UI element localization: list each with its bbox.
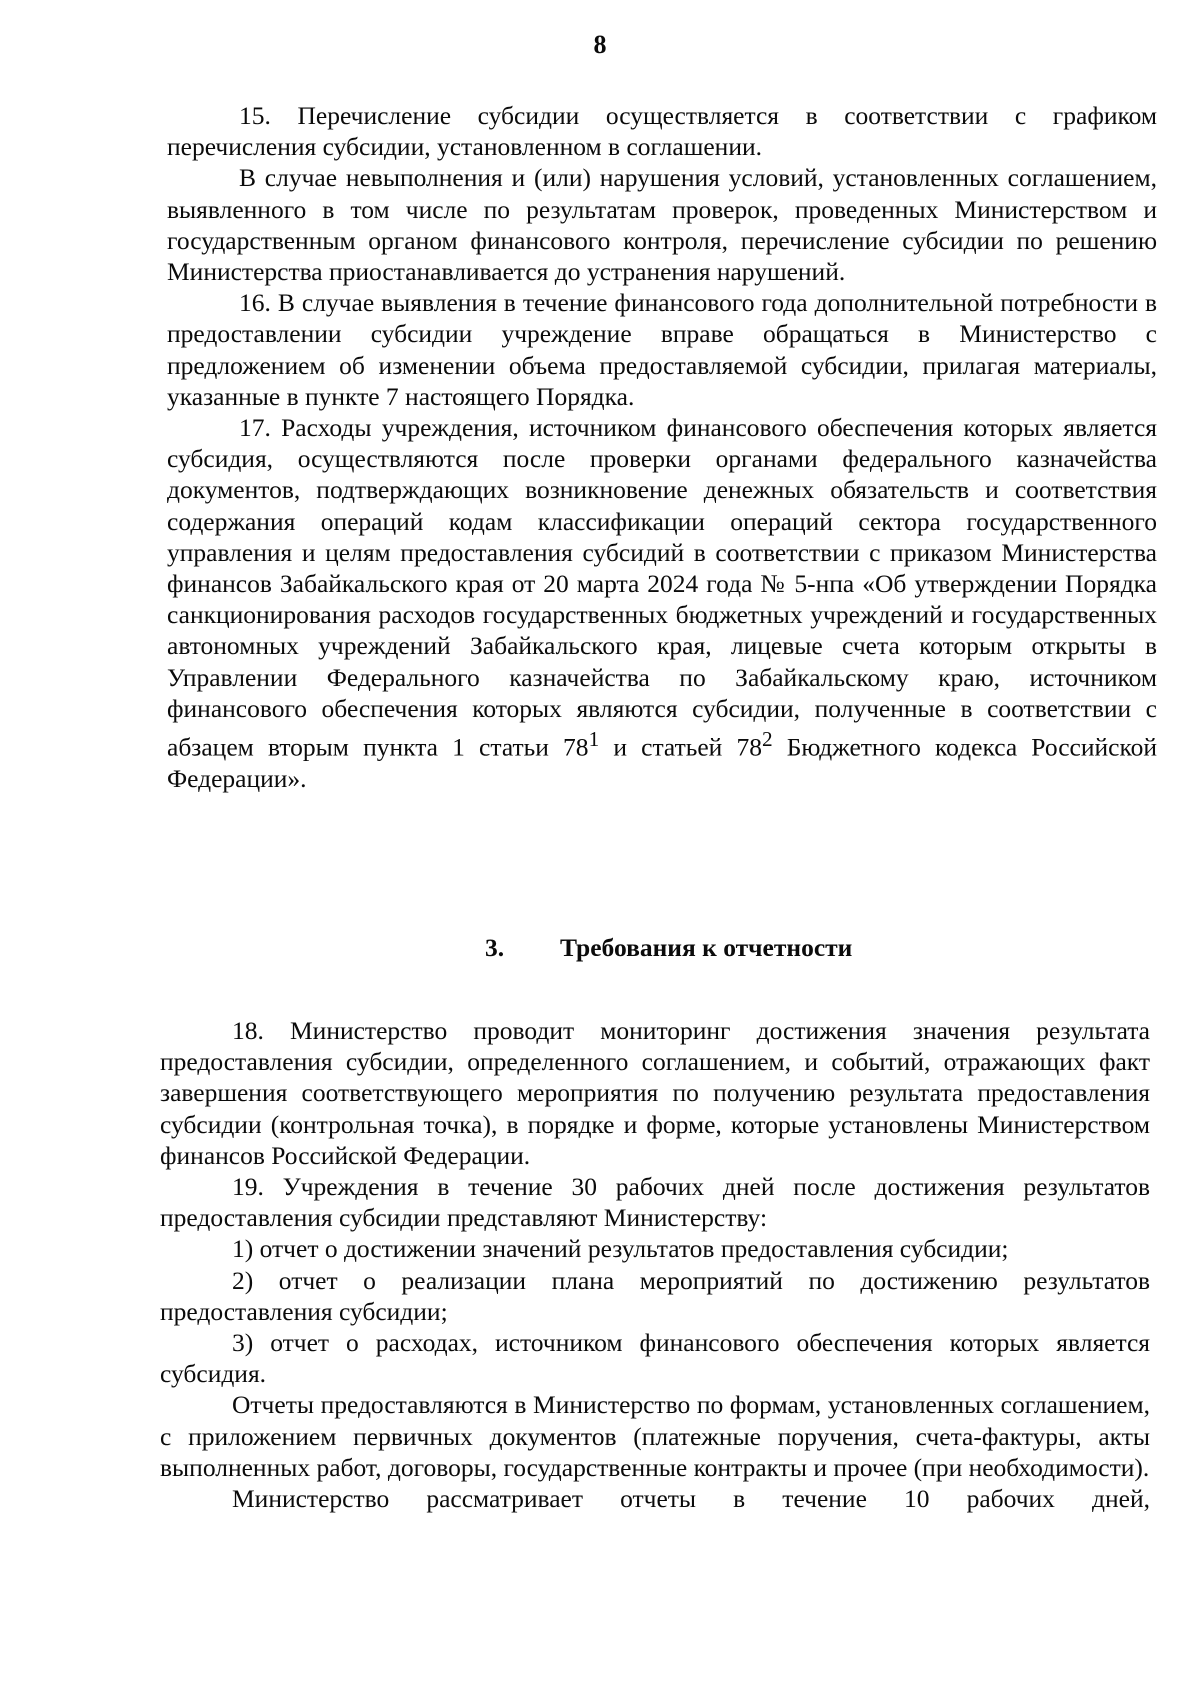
paragraph-17-text-mid: и статьей 78 [599, 732, 762, 762]
list-item-3: 3) отчет о расходах, источником финансового обеспечения которых является субсидия. [160, 1328, 1150, 1389]
paragraph-15-continuation: В случае невыполнения и (или) нарушения условий, установленных соглашением, выявленного в том числе по результатам проверок, проведенных Министерством и государственным органом финансового контроля, перечисление субсидии по решению Министерства приостанавливается до устранения нарушений. [167, 163, 1157, 287]
paragraph-17 [167, 412, 1157, 794]
paragraph-reports: Отчеты предоставляются в Министерство по формам, установленных соглашением, с приложением первичных документов (платежные поручения, счета-фактуры, акты выполненных работ, договоры, государственные контракты и прочее (при необходимости). [160, 1390, 1150, 1482]
section-number: 3. [485, 933, 505, 962]
paragraph-17-text-end: Бюджетного кодекса Российской Федерации». [167, 732, 1157, 793]
paragraph-15: 15. Перечисление субсидии осуществляется в соответствии с графиком перечисления субсидии, установленном в соглашении. [167, 101, 1157, 162]
section-heading [0, 933, 1200, 973]
paragraph-19: 19. Учреждения в течение 30 рабочих дней после достижения результатов предоставления субсидии представляют Министерству: [160, 1172, 1150, 1233]
superscript-2: 2 [762, 727, 773, 752]
superscript-1: 1 [588, 727, 600, 752]
text-block-funding [167, 100, 1157, 794]
section-title: Требования к отчетности [560, 933, 853, 962]
paragraph-17-text: 17. Расходы учреждения, источником финансового обеспечения которых является субсидия, осуществляются после проверки органами федерального казначейства документов, подтверждающих возникновение денежных обязательств и соответствия содержания операций кодам классификации операций сектора государственного управления и целям предоставления субсидий в соответствии с приказом Министерства финансов Забайкальского края от 20 марта 2024 года № 5-нпа «Об утверждении Порядка санкционирования расходов государственных бюджетных учреждений и государственных автономных учреждений Забайкальского края, лицевые счета которым открыты в Управлении Федерального казначейства по Забайкальскому краю, источником финансового обеспечения которых являются субсидии, полученные в соответствии с абзацем вторым пункта 1 статьи 78 [167, 413, 1157, 762]
list-item-1: 1) отчет о достижении значений результатов предоставления субсидии; [232, 1234, 1009, 1264]
paragraph-review: Министерство рассматривает отчеты в течение 10 рабочих дней, [232, 1484, 1150, 1514]
text-block-reporting [160, 1015, 1150, 1514]
paragraph-18: 18. Министерство проводит мониторинг достижения значения результата предоставления субсидии, определенного соглашением, и событий, отражающих факт завершения соответствующего мероприятия по получению результата предоставления субсидии (контрольная точка), в порядке и форме, которые установлены Министерством финансов Российской Федерации. [160, 1016, 1150, 1170]
list-item-2: 2) отчет о реализации плана мероприятий по достижению результатов предоставления субсидии; [160, 1265, 1150, 1326]
paragraph-16: 16. В случае выявления в течение финансового года дополнительной потребности в предоставлении субсидии учреждение вправе обращаться в Министерство с предложением об изменении объема предоставляемой субсидии, прилагая материалы, указанные в пункте 7 настоящего Порядка. [167, 288, 1157, 411]
page-number: 8 [593, 30, 607, 59]
